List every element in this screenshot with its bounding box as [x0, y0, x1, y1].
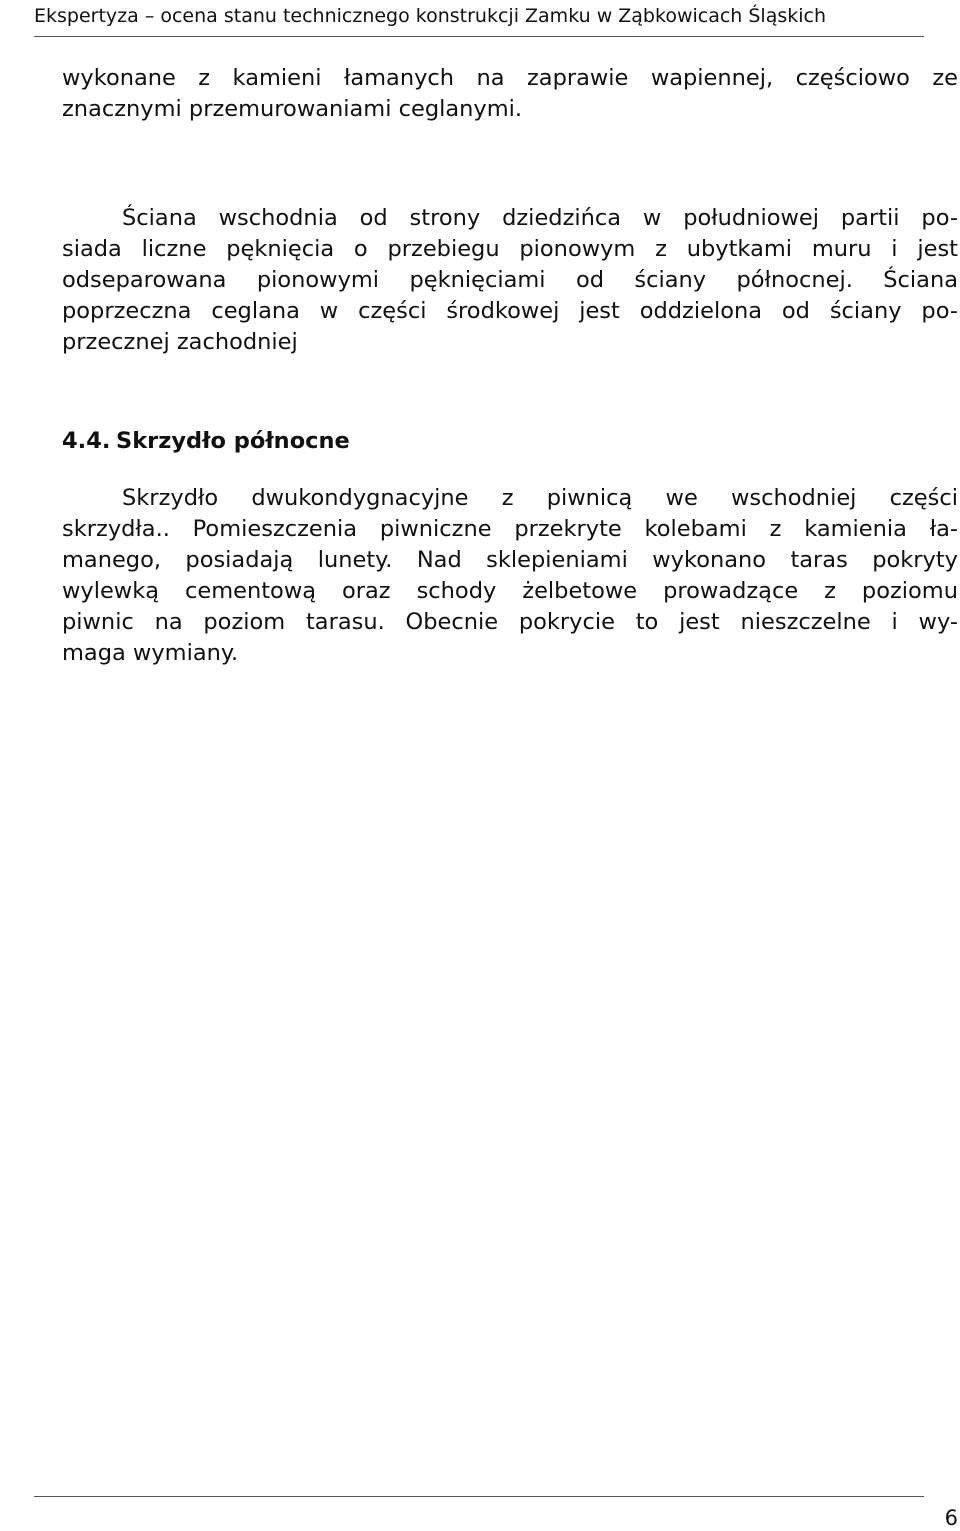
paragraph-line: odseparowana pionowymi pęknięciami od ściany północnej. Ściana — [62, 267, 958, 293]
paragraph-line: wylewką cementową oraz schody żelbetowe prowadzące z poziomu — [62, 578, 958, 604]
section-title: Skrzydło północne — [116, 428, 350, 454]
paragraph-line: Skrzydło dwukondygnacyjne z piwnicą we wschodniej części — [122, 485, 958, 511]
page-number: 6 — [944, 1506, 958, 1530]
paragraph-line: maga wymiany. — [62, 640, 239, 666]
section-heading — [62, 426, 350, 457]
paragraph-line: siada liczne pęknięcia o przebiegu pionowym z ubytkami muru i jest — [62, 236, 958, 262]
east-wall-paragraph — [62, 203, 958, 358]
header-divider — [34, 36, 924, 37]
paragraph-line: znacznymi przemurowaniami ceglanymi. — [62, 96, 523, 122]
section-number: 4.4. — [62, 428, 111, 454]
north-wing-paragraph — [62, 483, 958, 669]
paragraph-line: piwnic na poziom tarasu. Obecnie pokrycie to jest nieszczelne i wy- — [62, 609, 958, 635]
footer-divider — [34, 1496, 924, 1497]
paragraph-line: Ściana wschodnia od strony dziedzińca w południowej partii po- — [122, 205, 958, 231]
paragraph-line: poprzeczna ceglana w części środkowej jest oddzielona od ściany po- — [62, 298, 958, 324]
continuation-paragraph — [62, 63, 958, 125]
paragraph-line: manego, posiadają lunety. Nad sklepieniami wykonano taras pokryty — [62, 547, 958, 573]
running-header: Ekspertyza – ocena stanu technicznego konstrukcji Zamku w Ząbkowicach Śląskich — [34, 5, 827, 27]
paragraph-line: przecznej zachodniej — [62, 329, 298, 355]
paragraph-line: skrzydła.. Pomieszczenia piwniczne przekryte kolebami z kamienia ła- — [62, 516, 958, 542]
paragraph-line: wykonane z kamieni łamanych na zaprawie wapiennej, częściowo ze — [62, 65, 958, 91]
